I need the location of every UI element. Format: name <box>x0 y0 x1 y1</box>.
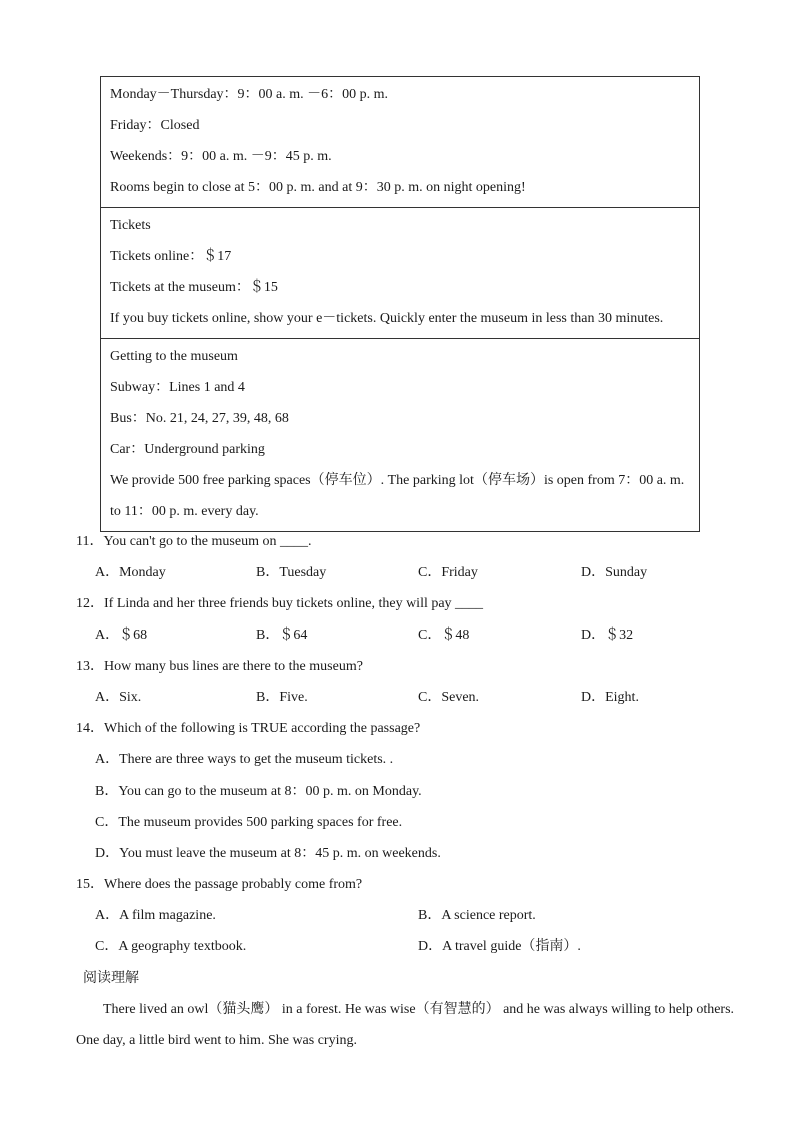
q15-option-a: A．A film magazine. <box>95 908 216 924</box>
tickets-note: If you buy tickets online, show your e－tickets. Quickly enter the museum in less than 30 minutes. <box>110 311 664 326</box>
q14-option-d: D．You must leave the museum at 8：45 p. m. on weekends. <box>95 845 441 861</box>
question-13: 13．How many bus lines are there to the museum? <box>76 658 363 674</box>
reading-section-title: 阅读理解 <box>83 970 139 986</box>
question-15: 15．Where does the passage probably come from? <box>76 877 363 893</box>
question-11-options <box>76 557 776 588</box>
getting-bus: Bus：No. 21, 24, 27, 39, 48, 68 <box>110 411 289 426</box>
q11-option-d: D．Sunday <box>581 565 648 581</box>
tickets-section <box>101 208 699 339</box>
q13-option-c: C．Seven. <box>418 689 480 705</box>
q14-option-c: C．The museum provides 500 parking spaces for free. <box>95 814 403 830</box>
q12-option-c: C．＄48 <box>418 627 470 643</box>
museum-info-table <box>100 76 700 532</box>
parking-note: We provide 500 free parking spaces（停车位）. The parking lot（停车场）is open from 7：00 a. m. <box>110 473 685 488</box>
hours-weekends: Weekends：9：00 a. m. －9：45 p. m. <box>110 149 332 164</box>
parking-note-cont: to 11：00 p. m. every day. <box>110 504 259 519</box>
hours-weekday: Monday－Thursday：9：00 a. m. －6：00 p. m. <box>110 87 389 102</box>
question-12: 12．If Linda and her three friends buy tickets online, they will pay ____ <box>76 596 484 612</box>
getting-there-section <box>101 339 699 531</box>
q15-option-b: B．A science report. <box>418 908 536 924</box>
question-15-options-row1 <box>76 900 776 931</box>
question-13-options <box>76 682 776 713</box>
q15-option-c: C．A geography textbook. <box>95 939 247 955</box>
question-15-options-row2 <box>76 931 776 962</box>
question-14: 14．Which of the following is TRUE according the passage? <box>76 721 421 737</box>
q13-option-a: A．Six. <box>95 689 142 705</box>
q11-option-a: A．Monday <box>95 565 166 581</box>
tickets-museum-price: Tickets at the museum：＄15 <box>110 280 278 295</box>
q12-option-a: A．＄68 <box>95 627 148 643</box>
getting-car: Car：Underground parking <box>110 442 265 457</box>
tickets-online-price: Tickets online：＄17 <box>110 249 232 264</box>
hours-friday: Friday：Closed <box>110 118 200 133</box>
q12-option-b: B．＄64 <box>256 627 308 643</box>
question-11: 11．You can't go to the museum on ____. <box>76 534 312 549</box>
q15-option-d: D．A travel guide（指南）. <box>418 939 581 955</box>
questions-block <box>76 526 776 1056</box>
passage-line-1: There lived an owl（猫头鹰） in a forest. He was wise（有智慧的） and he was always willing to help others. <box>103 1001 735 1017</box>
q12-option-d: D．＄32 <box>581 627 634 643</box>
getting-heading: Getting to the museum <box>110 349 238 364</box>
opening-hours-section <box>101 77 699 208</box>
hours-closing-note: Rooms begin to close at 5：00 p. m. and at 9：30 p. m. on night opening! <box>110 180 526 195</box>
question-12-options <box>76 620 776 651</box>
q14-option-b: B．You can go to the museum at 8：00 p. m. on Monday. <box>95 783 422 799</box>
passage-line-2: One day, a little bird went to him. She was crying. <box>76 1033 357 1048</box>
q11-option-b: B．Tuesday <box>256 565 327 581</box>
q13-option-d: D．Eight. <box>581 689 639 705</box>
getting-subway: Subway：Lines 1 and 4 <box>110 380 245 395</box>
tickets-heading: Tickets <box>110 218 151 233</box>
q11-option-c: C．Friday <box>418 565 478 581</box>
q13-option-b: B．Five. <box>256 689 308 705</box>
q14-option-a: A．There are three ways to get the museum tickets. . <box>95 752 394 768</box>
